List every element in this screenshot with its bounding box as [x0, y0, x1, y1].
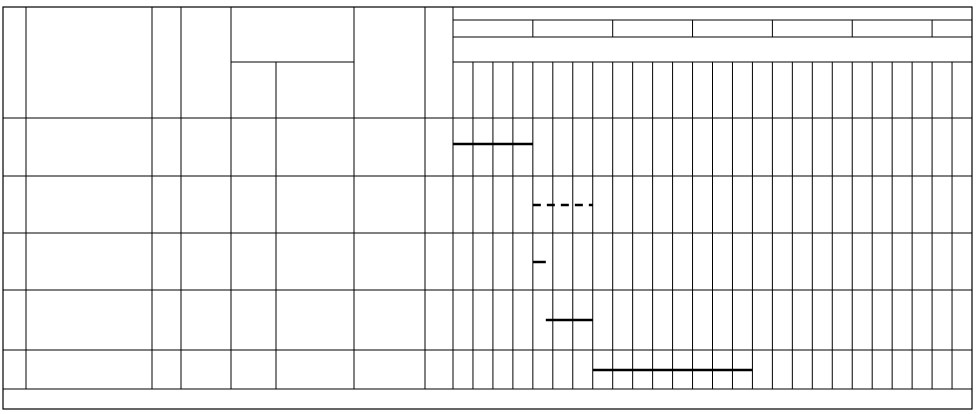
table-border — [3, 7, 972, 409]
